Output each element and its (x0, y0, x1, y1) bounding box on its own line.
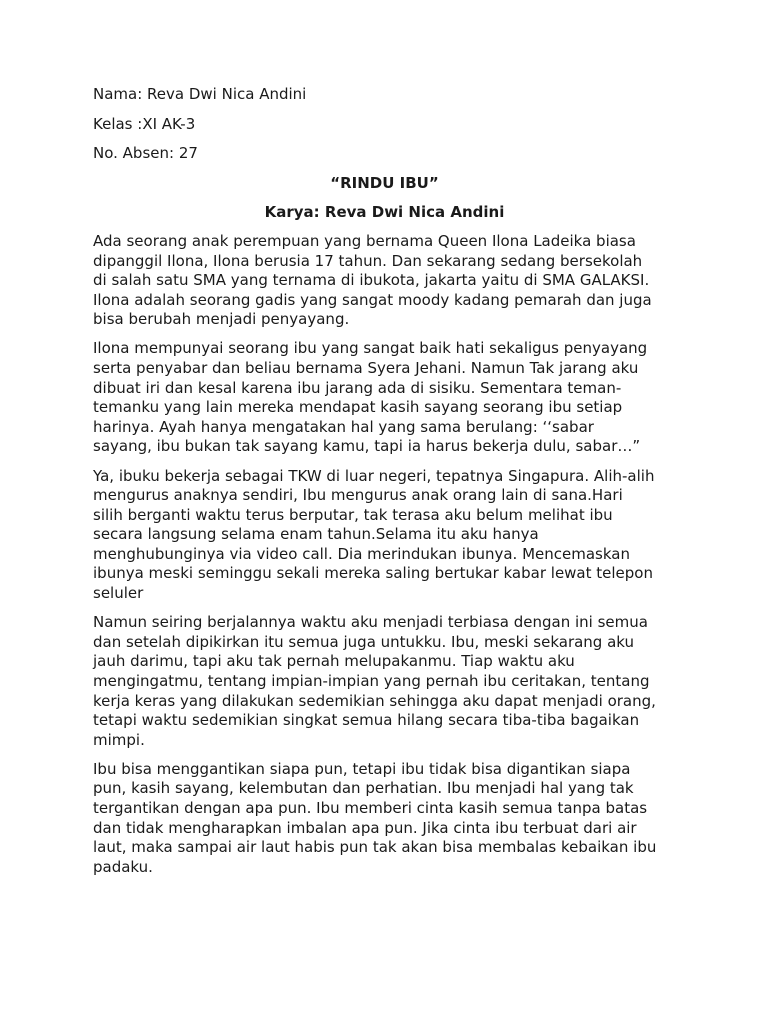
paragraph (93, 467, 676, 604)
paragraph-line: Ibu bisa menggantikan siapa pun, tetapi ibu tidak bisa digantikan siapa (93, 759, 631, 778)
paragraph-line: tetapi waktu sedemikian singkat semua hilang secara tiba-tiba bagaikan (93, 711, 640, 730)
paragraph-line: ibunya meski seminggu sekali mereka saling bertukar kabar lewat telepon (93, 564, 653, 583)
story-title: “RINDU IBU” (330, 173, 439, 192)
paragraph-line: tergantikan dengan apa pun. Ibu memberi cinta kasih semua tanpa batas (93, 799, 648, 817)
paragraph-line: dan setelah dipikirkan itu semua juga untukku. Ibu, meski sekarang aku (93, 632, 635, 651)
paragraph-line: temanku yang lain mereka mendapat kasih sayang seorang ibu setiap (93, 398, 623, 417)
paragraph-line: laut, maka sampai air laut habis pun tak akan bisa membalas kebaikan ibu (93, 838, 657, 857)
paragraph-line: sayang, ibu bukan tak sayang kamu, tapi ia harus bekerja dulu, sabar…” (93, 437, 641, 456)
paragraph-line: seluler (93, 584, 144, 603)
student-name: Nama: Reva Dwi Nica Andini (93, 85, 307, 103)
paragraph-line: Ada seorang anak perempuan yang bernama Queen Ilona Ladeika biasa (93, 231, 636, 250)
student-absen: No. Absen: 27 (93, 144, 198, 163)
paragraph-line: mengurus anaknya sendiri, Ibu mengurus anak orang lain di sana.Hari (93, 486, 623, 505)
paragraph-line: Ilona mempunyai seorang ibu yang sangat baik hati sekaligus penyayang (93, 339, 648, 358)
story-body (93, 232, 676, 877)
paragraph-line: mengingatmu, tentang impian-impian yang pernah ibu ceritakan, tentang (93, 671, 650, 690)
paragraph-line: serta penyabar dan beliau bernama Syera Jehani. Namun Tak jarang aku (93, 359, 639, 378)
paragraph-line: jauh darimu, tapi aku tak pernah melupakanmu. Tiap waktu aku (93, 652, 575, 671)
paragraph-line: pun, kasih sayang, kelembutan dan perhatian. Ibu menjadi hal yang tak (93, 779, 634, 798)
paragraph-line: silih berganti waktu terus berputar, tak terasa aku belum melihat ibu (93, 505, 613, 524)
paragraph (93, 613, 676, 750)
paragraph (93, 232, 676, 330)
paragraph-line: bisa berubah menjadi penyayang. (93, 310, 350, 329)
student-class: Kelas :XI AK-3 (93, 114, 196, 133)
paragraph-line: Ya, ibuku bekerja sebagai TKW di luar negeri, tepatnya Singapura. Alih-alih (93, 466, 655, 485)
paragraph-line: menghubunginya via video call. Dia merindukan ibunya. Mencemaskan (93, 544, 630, 563)
paragraph (93, 339, 676, 457)
paragraph-line: mimpi. (93, 730, 145, 749)
paragraph-line: di salah satu SMA yang ternama di ibukota, jakarta yaitu di SMA GALAKSI. (93, 271, 650, 290)
paragraph-line: Ilona adalah seorang gadis yang sangat moody kadang pemarah dan juga (93, 290, 652, 309)
paragraph-line: secara langsung selama enam tahun.Selama itu aku hanya (93, 525, 539, 544)
paragraph (93, 760, 676, 878)
paragraph-line: padaku. (93, 857, 153, 876)
paragraph-line: dipanggil Ilona, Ilona berusia 17 tahun. Dan sekarang sedang bersekolah (93, 251, 643, 270)
paragraph-line: dan tidak mengharapkan imbalan apa pun. Jika cinta ibu terbuat dari air (93, 818, 637, 837)
paragraph-line: harinya. Ayah hanya mengatakan hal yang sama berulang: ‘‘sabar (93, 417, 594, 436)
paragraph-line: dibuat iri dan kesal karena ibu jarang ada di sisiku. Sementara teman- (93, 378, 622, 397)
paragraph-line: kerja keras yang dilakukan sedemikian sehingga aku dapat menjadi orang, (93, 691, 656, 710)
paragraph-line: Namun seiring berjalannya waktu aku menjadi terbiasa dengan ini semua (93, 613, 648, 632)
story-author: Karya: Reva Dwi Nica Andini (264, 203, 505, 222)
